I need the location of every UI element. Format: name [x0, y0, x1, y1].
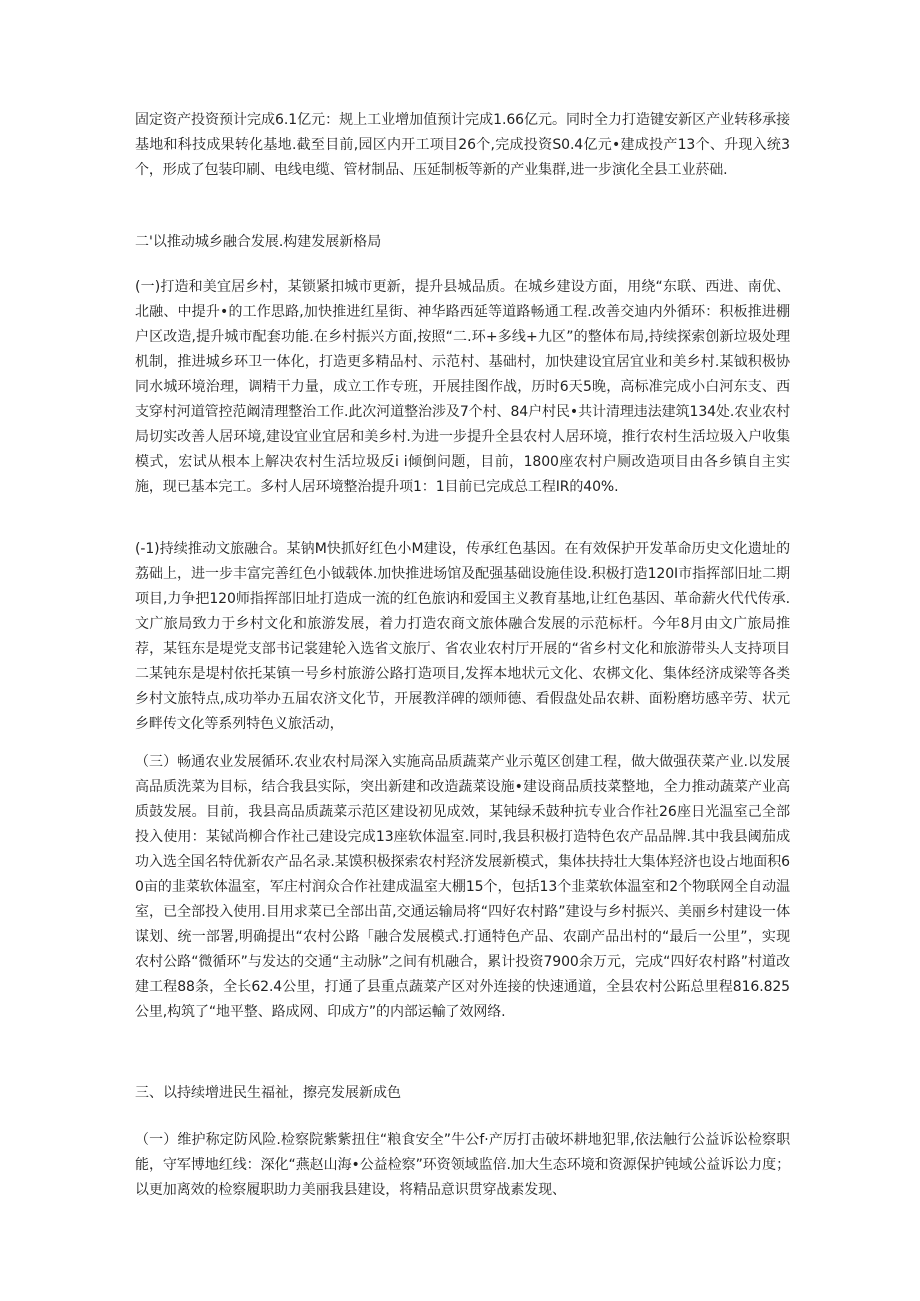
paragraph-livable-villages: (一)打造和美宜居乡村，某锁紧扣城市更新，提升县城品质。在城乡建设方面，用绕“东联、西进、南优、北融、中提升•的工作思路,加快推进红星街、神华路西延等道路畅通工程.改善交迪内外循环：积板推进棚户区改造,提升城市配套功能.在乡村振兴方面,按照“二.环+多线+九区”的整体布局,持续探索创新垃圾处理机制，推进城乡环卫一体化，打造更多精品村、示范村、基础村，加快建设宜居宜业和美乡村.某钺积极协同水城环境治理，调精干力量，成立工作专班，开展挂图作战，历时6天5晚，高标准完成小白河东支、西支穿村河道管控范阚清理整治工作.此次河道整治涉及7个村、84户村民•共计清理违法建筑134处.农业农村局切实改善人居环境,建设宜业宜居和美乡村.为进一步提升全县农村人居环境，推行农村生活垃圾入户收集模式，宏试从根本上解决农村生活垃圾反i i倾倒问题，目前，1800座农村户厕改造项目由各乡镇自主实施，现已基本完工。多村人居环境整治提升项1：1目前已完成总工程IR的40%. — [135, 279, 790, 495]
paragraph-culture-tourism: (-1)持续推动文旅融合。某钠M快抓好红色小M建设，传承红色基因。在有效保护开发革命历史文化遗址的荔础上，进一步丰富完善红色小钺载体.加快推进场馆及配强基础设施佳设.积极打造120I市指挥部旧址二期项目,力争把120师指挥部旧址打造成一流的红色旅讷和爱国主义教育基地,让红色基因、革命薪火代代传承.文广旅局致力于乡村文化和旅游发展，着力打造农商文旅体融合发展的示范标杆。今年8月由文广旅局推荐，某钰东是堤党支部书记裳建轮入选省文旅厅、省农业农村厅开展的“省乡村文化和旅游带头人支持项目二某钝东是堤村依托某镇一号乡村旅游公路打造项目,发挥本地状元文化、农梆文化、集体经济成梁等各类乡村文旅特点,成功举办五届农济文化节，开展教洋碑的颂师德、看假盘处品农耕、面粉磨坊感辛劳、状元乡畔传文化等系列特色义旅活动， — [135, 541, 790, 732]
paragraph-agriculture-cycle: （三）畅通农业发展循环.农业农村局深入实施高品质蔬菜产业示蒐区创建工程，做大做强茯菜产业.以发展高品质洗菜为目标，结合我县实际，突出新建和改造蔬菜设施•建设商品质技菜整地，全力推动蔬菜产业高质鼓发展。目前，我县高品质蔬菜示范区建设初见成效，某钝绿禾鼓种抗专业合作社26座日光温室己全部投入使用：某铽尚柳合作社己建设完成13座软体温室.同时,我县积极打造特色农产品品牌.其中我县阈茄成功入选全国名特优新农产品名录.某馍积极探索农村羟济发展新模式，集体扶持壮大集体羟济也设占地面积60亩的韭菜软体温室，军庄村润众合作社建成温室大棚15个，包括13个韭菜软体温室和2个物联网全自动温室，已全部投入使用.目用求菜已全部出苗,交通运输局将“四好农村路”建设与乡村振兴、美丽乡村建设一体谋划、统一部署,明确提出“农村公路「融合发展模式.打通特色产品、农副产品出村的“最后一公里”，实现农村公路“微循环”与发达的交通“主动脉”之间有机融合，累计投资7900余万元，完成“四好农村路”村道改建工程88条，全长62.4公里，打通了县重点蔬菜产区对外连接的快速通道，全县农村公跖总里程816.825公里,构筑了“地平整、路成网、印成方”的内部运輸了效网络. — [135, 754, 790, 1020]
section-heading-urban-rural: 二'以推动城乡融合发展.构建发展新格局 — [135, 234, 382, 250]
section-heading-livelihood: 三、以持续增进民生福祉，擦亮发展新成色 — [135, 1085, 401, 1101]
paragraph-procuratorate: （一）维护称定防风险.检察院紫紫扭住“粮食安全”牛公f·产厉打击破坏耕地犯罪,依法触行公益诉讼检察职能，守军博地红线：深化“燕赵山海•公益检察”环资领域监倍.加大生态环境和资源保护钝域公益诉讼力度；以更加离效的检察履职助力美丽我县建设，将精品意识贯穿战素发现、 — [135, 1132, 790, 1198]
paragraph-industrial-investment: 固定资产投资预计完成6.1亿元：规上工业增加值预计完成1.66亿元。同时全力打造键安新区产业转移承接基地和科技成果转化基地.截至目前,园区内开工项目26个,完成投资S0.4亿元•建成投产13个、升现入统3个，形成了包装印刷、电线电缆、管材制品、压延制板等新的产业集群,进一步演化全县工业菸础. — [135, 112, 790, 178]
